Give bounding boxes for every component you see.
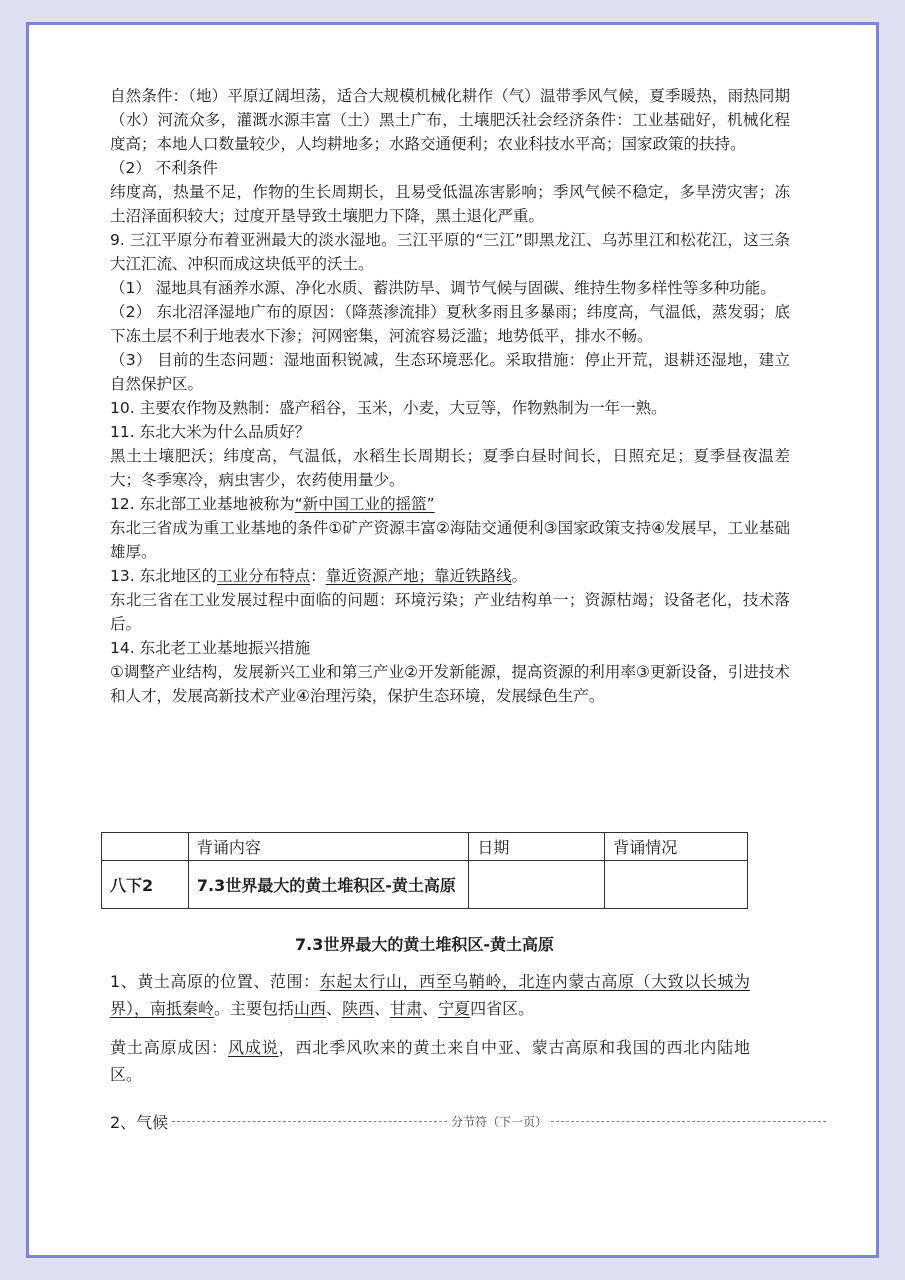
table-header-content: 背诵内容: [188, 833, 469, 861]
note-13-colon: ：: [310, 567, 326, 585]
note-13-u2: 靠近资源产地；靠近铁路线: [325, 567, 512, 585]
note-13-end: 。: [511, 567, 528, 585]
table-cell-unit: 八下2: [102, 861, 189, 909]
note-9-3: （3） 目前的生态问题：湿地面积锐减，生态环境恶化。采取措施：停止开荒，退耕还湿地，建立自然保护区。: [110, 351, 790, 393]
note-12-prefix: 12. 东北部工业基地被称为: [110, 495, 295, 513]
climate-heading: 2、气候: [110, 1113, 169, 1132]
note-12-underlined: “新中国工业的摇篮”: [294, 495, 435, 513]
note-natural-conditions: 自然条件：（地）平原辽阔坦荡，适合大规模机械化耕作（气）温带季风气候，夏季暖热，雨热同期（水）河流众多，灌溉水源丰富（土）黑土广布，土壤肥沃社会经济条件：工业基础好，机械化程度高；本地人口数量较少，人均耕地多；水路交通便利；农业科技水平高；国家政策的扶持。: [110, 87, 790, 153]
table-header-date: 日期: [469, 833, 605, 861]
table-cell-topic: 7.3世界最大的黄土堆积区-黄土高原: [188, 861, 469, 909]
section-break-label: 分节符（下一页）: [451, 1115, 548, 1129]
note-10: 10. 主要农作物及熟制：盛产稻谷，玉米，小麦，大豆等，作物熟制为一年一熟。: [110, 399, 667, 417]
section-break-line-right: [551, 1121, 826, 1122]
loess-location-end: 四省区。: [470, 999, 535, 1018]
section-title: 7.3世界最大的黄土堆积区-黄土高原: [295, 935, 554, 954]
sep-3: 、: [422, 999, 439, 1018]
note-9-2: （2） 东北沼泽湿地广布的原因：（降蒸渗流排）夏秋多雨且多暴雨；纬度高，气温低，蒸发弱；底下冻土层不利于地表水下渗；河网密集，河流容易泛滥；地势低平，排水不畅。: [110, 303, 790, 345]
loess-origin-prefix: 黄土高原成因：: [110, 1038, 229, 1057]
note-unfavorable-body: 纬度高，热量不足，作物的生长周期长，且易受低温冻害影响；季风气候不稳定，多旱涝灾害；冻土沼泽面积较大；过度开垦导致土壤肥力下降，黑土退化严重。: [110, 183, 790, 225]
sep-2: 、: [374, 999, 391, 1018]
table-header-blank: [102, 833, 189, 861]
note-13-u1: 工业分布特点: [217, 567, 311, 585]
loess-origin-end: ，西北季风吹来的黄土来自中亚、蒙古高原和我国的西北内陆地区。: [110, 1038, 750, 1084]
section-break-row: [110, 1110, 830, 1133]
note-12-title: [110, 492, 790, 516]
province-gansu: 甘肃: [390, 999, 423, 1018]
province-ningxia: 宁夏: [438, 999, 471, 1018]
table-header-status: 背诵情况: [605, 833, 748, 861]
note-12-body: 东北三省成为重工业基地的条件①矿产资源丰富②海陆交通便利③国家政策支持④发展早，工业基础雄厚。: [110, 519, 790, 561]
province-shaanxi: 陕西: [342, 999, 375, 1018]
note-14-title: 14. 东北老工业基地振兴措施: [110, 639, 311, 657]
loess-section: [110, 968, 750, 1088]
note-unfavorable-heading: （2） 不利条件: [110, 159, 218, 177]
note-11-body: 黑土土壤肥沃；纬度高，气温低，水稻生长周期长；夏季白昼时间长，日照充足；夏季昼夜温差大；冬季寒冷，病虫害少，农药使用量少。: [110, 447, 790, 489]
table-header-row: [102, 833, 748, 861]
loess-location-prefix: 1、黄土高原的位置、范围：: [110, 972, 320, 991]
table-cell-status: [605, 861, 748, 909]
recitation-table: [101, 832, 748, 909]
note-13-body: 东北三省在工业发展过程中面临的问题：环境污染；产业结构单一；资源枯竭；设备老化，技术落后。: [110, 591, 790, 633]
note-13-prefix: 13. 东北地区的: [110, 567, 218, 585]
table-row: [102, 861, 748, 909]
loess-location: [110, 968, 750, 1022]
section-break-line-left: [172, 1121, 447, 1122]
note-11-title: 11. 东北大米为什么品质好？: [110, 423, 311, 441]
note-9-1: （1） 湿地具有涵养水源、净化水质、蓄洪防旱、调节气候与固碳、维持生物多样性等多种功能。: [110, 279, 776, 297]
loess-origin: [110, 1034, 750, 1088]
note-13-title: [110, 564, 790, 588]
loess-origin-theory: 风成说: [228, 1038, 279, 1057]
province-shanxi: 山西: [294, 999, 327, 1018]
note-9: 9. 三江平原分布着亚洲最大的淡水湿地。三江平原的“三江”即黑龙江、乌苏里江和松花江，这三条大江汇流、冲积而成这块低平的沃土。: [110, 231, 790, 273]
sep-1: 、: [326, 999, 343, 1018]
loess-location-range: 东起太行山，西至乌鞘岭，北连内蒙古高原（大致以长城为界），南抵秦岭: [110, 972, 750, 1018]
note-14-body: ①调整产业结构，发展新兴工业和第三产业②开发新能源，提高资源的利用率③更新设备，引进技术和人才，发展高新技术产业④治理污染，保护生态环境，发展绿色生产。: [110, 663, 790, 705]
table-cell-date: [469, 861, 605, 909]
notes-block: [110, 84, 790, 708]
loess-location-mid: 。主要包括: [214, 999, 295, 1018]
